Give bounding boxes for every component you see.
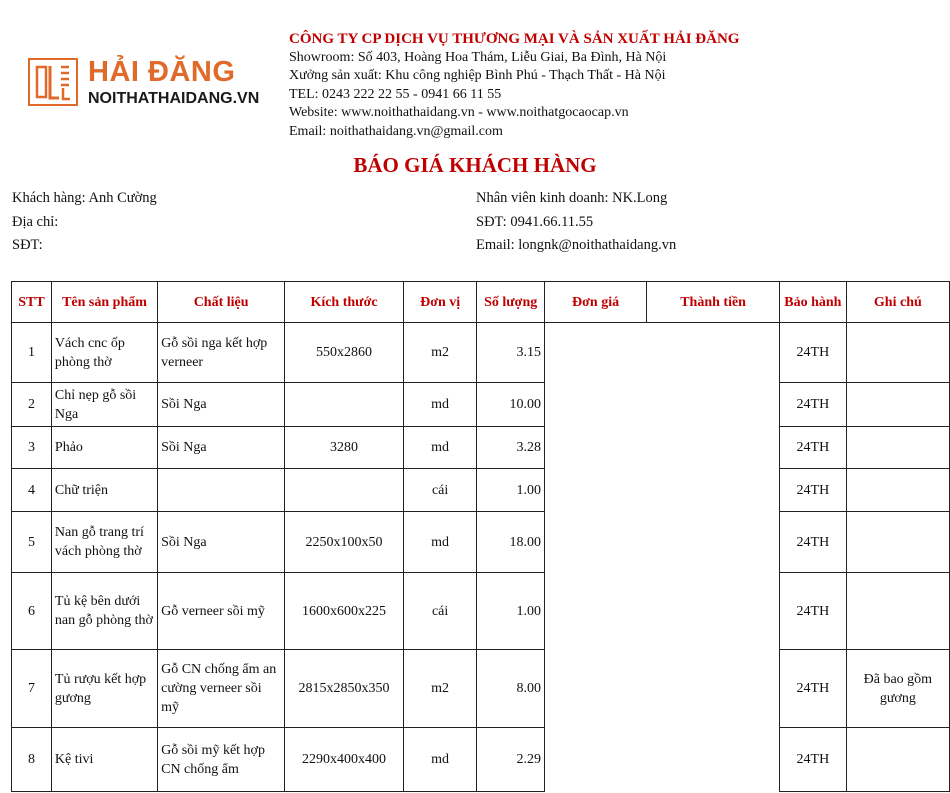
company-header (289, 30, 739, 142)
cell-product: Phảo (51, 427, 157, 469)
table-row (12, 573, 950, 650)
page-title: BÁO GIÁ KHÁCH HÀNG (353, 153, 597, 177)
cell-note: Đã bao gồm gương (846, 650, 949, 728)
cell-stt: 1 (12, 323, 52, 383)
cell-size (285, 469, 404, 512)
company-name: CÔNG TY CP DỊCH VỤ THƯƠNG MẠI VÀ SẢN XUẤT HẢI ĐĂNG (289, 31, 740, 47)
cell-material: Gỗ verneer sồi mỹ (158, 573, 285, 650)
cell-warranty: 24TH (780, 728, 847, 792)
cell-material: Sồi Nga (158, 512, 285, 573)
cell-material: Gỗ sồi nga kết hợp verneer (158, 323, 285, 383)
cell-warranty: 24TH (780, 512, 847, 573)
cell-warranty: 24TH (780, 427, 847, 469)
cell-note (846, 383, 949, 427)
table-row (12, 728, 950, 792)
staff-email: Email: longnk@noithathaidang.vn (476, 237, 677, 253)
staff-name: Nhân viên kinh doanh: NK.Long (476, 190, 668, 206)
table-row (12, 650, 950, 728)
customer-phone: SĐT: (12, 237, 43, 253)
cell-qty: 10.00 (477, 383, 545, 427)
cell-note (846, 512, 949, 573)
cell-unit: cái (403, 573, 476, 650)
customer-info (12, 187, 157, 258)
cell-material: Sồi Nga (158, 427, 285, 469)
cell-unit: md (403, 512, 476, 573)
logo-brand: HẢI ĐĂNG (88, 56, 236, 88)
cell-unit: m2 (403, 323, 476, 383)
cell-warranty: 24TH (780, 469, 847, 512)
customer-address: Địa chỉ: (12, 213, 59, 230)
header-total: Thành tiền (647, 282, 780, 323)
header-stt: STT (12, 282, 52, 323)
company-website: Website: www.noithathaidang.vn - www.noithatgocaocap.vn (289, 105, 629, 121)
cell-stt: 6 (12, 573, 52, 650)
cell-size (285, 383, 404, 427)
table-header-row (12, 282, 950, 323)
cell-note (846, 728, 949, 792)
logo-site: NOITHATHAIDANG.VN (88, 90, 260, 107)
cell-material: Sồi Nga (158, 383, 285, 427)
cell-total (647, 427, 780, 469)
customer-name: Khách hàng: Anh Cường (12, 190, 157, 206)
company-showroom: Showroom: Số 403, Hoàng Hoa Thám, Liễu Giai, Ba Đình, Hà Nội (289, 49, 667, 65)
cell-size: 2290x400x400 (285, 728, 404, 792)
company-tel: TEL: 0243 222 22 55 - 0941 66 11 55 (289, 86, 502, 102)
cell-price (545, 323, 647, 383)
staff-info (476, 187, 676, 258)
cell-warranty: 24TH (780, 383, 847, 427)
table-row (12, 512, 950, 573)
cell-note (846, 573, 949, 650)
cell-product: Vách cnc ốp phòng thờ (51, 323, 157, 383)
cell-stt: 3 (12, 427, 52, 469)
cell-total (647, 383, 780, 427)
cell-stt: 7 (12, 650, 52, 728)
cell-product: Chữ triện (51, 469, 157, 512)
cell-product: Tủ kệ bên dưới nan gỗ phòng thờ (51, 573, 157, 650)
cell-qty: 1.00 (477, 573, 545, 650)
cell-size: 2250x100x50 (285, 512, 404, 573)
cell-material: Gỗ sồi mỹ kết hợp CN chống ẩm (158, 728, 285, 792)
cell-product: Chỉ nẹp gỗ sồi Nga (51, 383, 157, 427)
cell-qty: 1.00 (477, 469, 545, 512)
cell-qty: 18.00 (477, 512, 545, 573)
cell-product: Nan gỗ trang trí vách phòng thờ (51, 512, 157, 573)
cell-unit: md (403, 728, 476, 792)
lighthouse-logo-icon (28, 58, 78, 106)
cell-product: Tủ rượu kết hợp gương (51, 650, 157, 728)
cell-qty: 8.00 (477, 650, 545, 728)
cell-qty: 3.28 (477, 427, 545, 469)
cell-warranty: 24TH (780, 573, 847, 650)
cell-price (545, 573, 647, 650)
cell-product: Kệ tivi (51, 728, 157, 792)
cell-price (545, 650, 647, 728)
cell-unit: cái (403, 469, 476, 512)
cell-price (545, 512, 647, 573)
table-row (12, 469, 950, 512)
cell-total (647, 573, 780, 650)
cell-size: 550x2860 (285, 323, 404, 383)
company-logo (28, 56, 268, 112)
cell-stt: 5 (12, 512, 52, 573)
cell-size: 3280 (285, 427, 404, 469)
cell-note (846, 427, 949, 469)
header-size: Kích thước (285, 282, 404, 323)
cell-warranty: 24TH (780, 323, 847, 383)
cell-warranty: 24TH (780, 650, 847, 728)
table-row (12, 427, 950, 469)
cell-unit: m2 (403, 650, 476, 728)
cell-note (846, 323, 949, 383)
header-unit: Đơn vị (403, 282, 476, 323)
cell-material (158, 469, 285, 512)
header-note: Ghi chú (846, 282, 949, 323)
table-row (12, 323, 950, 383)
cell-price (545, 427, 647, 469)
cell-note (846, 469, 949, 512)
table-row (12, 383, 950, 427)
cell-price (545, 469, 647, 512)
cell-size: 2815x2850x350 (285, 650, 404, 728)
cell-total (647, 469, 780, 512)
cell-price (545, 383, 647, 427)
cell-unit: md (403, 427, 476, 469)
cell-total (647, 323, 780, 383)
header-warranty: Bảo hành (780, 282, 847, 323)
cell-material: Gỗ CN chống ẩm an cường verneer sồi mỹ (158, 650, 285, 728)
company-factory: Xưởng sản xuất: Khu công nghiệp Bình Phú - Thạch Thất - Hà Nội (289, 68, 666, 84)
staff-phone: SĐT: 0941.66.11.55 (476, 213, 594, 230)
cell-stt: 4 (12, 469, 52, 512)
cell-unit: md (403, 383, 476, 427)
cell-stt: 8 (12, 728, 52, 792)
header-material: Chất liệu (158, 282, 285, 323)
cell-price (545, 728, 647, 792)
cell-qty: 2.29 (477, 728, 545, 792)
cell-qty: 3.15 (477, 323, 545, 383)
cell-total (647, 728, 780, 792)
cell-total (647, 512, 780, 573)
cell-size: 1600x600x225 (285, 573, 404, 650)
header-price: Đơn giá (545, 282, 647, 323)
company-email: Email: noithathaidang.vn@gmail.com (289, 123, 503, 139)
quote-table (11, 281, 950, 792)
cell-total (647, 650, 780, 728)
cell-stt: 2 (12, 383, 52, 427)
header-qty: Số lượng (477, 282, 545, 323)
header-product: Tên sản phẩm (51, 282, 157, 323)
